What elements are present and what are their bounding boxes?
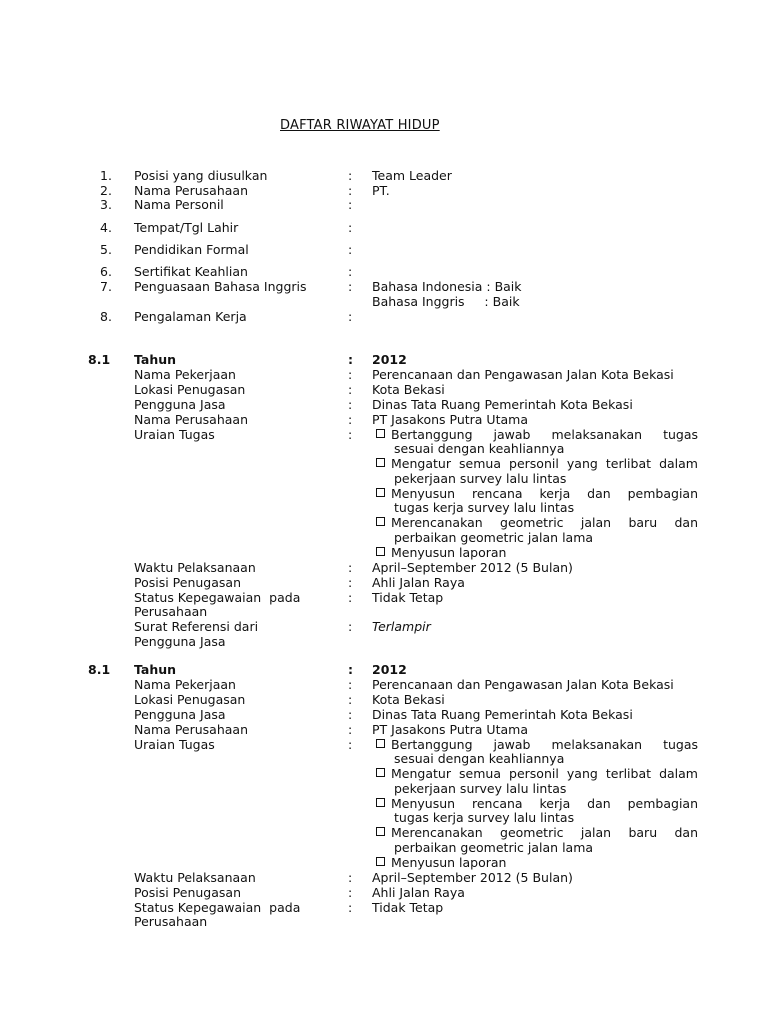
posisi-value: Ahli Jalan Raya [372,575,465,590]
colon: : [348,692,353,707]
checkbox-icon [376,827,385,836]
task-item: Merencanakan geometric jalan baru dan [376,825,698,840]
checkbox-icon [376,488,385,497]
colon: : [348,352,353,367]
task-item: Mengatur semua personil yang terlibat dalam [376,456,698,471]
status-value: Tidak Tetap [372,900,444,915]
task-item-continued: tugas kerja survey lalu lintas [394,500,575,515]
colon: : [348,885,353,900]
item-label: Nama Personil [134,197,224,212]
waktu-label: Waktu Pelaksanaan [134,870,256,885]
posisi-value: Ahli Jalan Raya [372,885,465,900]
colon: : [348,242,353,257]
pengguna-value: Dinas Tata Ruang Pemerintah Kota Bekasi [372,397,633,412]
nama-pekerjaan-value: Perencanaan dan Pengawasan Jalan Kota Bekasi [372,367,674,382]
task-item-continued: sesuai dengan keahliannya [394,441,565,456]
colon: : [348,662,353,677]
item-value-2: Bahasa Inggris : Baik [372,294,520,309]
item-number: 6. [100,264,112,279]
waktu-value: April–September 2012 (5 Bulan) [372,560,573,575]
perusahaan-value: PT Jasakons Putra Utama [372,412,528,427]
item-label: Pengalaman Kerja [134,309,247,324]
status-label-continued: Perusahaan [134,604,208,619]
task-item: Menyusun laporan [376,855,698,870]
colon: : [348,309,353,324]
checkbox-icon [376,739,385,748]
item-value: PT. [372,183,390,198]
pengguna-label: Pengguna Jasa [134,707,226,722]
perusahaan-label: Nama Perusahaan [134,722,249,737]
lokasi-value: Kota Bekasi [372,382,445,397]
perusahaan-value: PT Jasakons Putra Utama [372,722,528,737]
item-label: Pendidikan Formal [134,242,249,257]
task-item-continued: sesuai dengan keahliannya [394,751,565,766]
colon: : [348,382,353,397]
checkbox-icon [376,768,385,777]
item-label: Nama Perusahaan [134,183,249,198]
surat-label-continued: Pengguna Jasa [134,634,226,649]
uraian-label: Uraian Tugas [134,737,215,752]
colon: : [348,397,353,412]
item-number: 4. [100,220,112,235]
item-label: Tempat/Tgl Lahir [134,220,239,235]
perusahaan-label: Nama Perusahaan [134,412,249,427]
colon: : [348,575,353,590]
tahun-value: 2012 [372,662,407,677]
colon: : [348,412,353,427]
colon: : [348,707,353,722]
checkbox-icon [376,429,385,438]
item-label: Sertifikat Keahlian [134,264,248,279]
lokasi-label: Lokasi Penugasan [134,382,246,397]
tahun-value: 2012 [372,352,407,367]
item-value: Bahasa Indonesia : Baik [372,279,522,294]
nama-pekerjaan-value: Perencanaan dan Pengawasan Jalan Kota Bekasi [372,677,674,692]
task-item-continued: tugas kerja survey lalu lintas [394,810,575,825]
waktu-value: April–September 2012 (5 Bulan) [372,870,573,885]
task-item: Mengatur semua personil yang terlibat dalam [376,766,698,781]
item-number: 3. [100,197,112,212]
tahun-label: Tahun [134,352,177,367]
item-number: 2. [100,183,112,198]
colon: : [348,264,353,279]
task-item-continued: perbaikan geometric jalan lama [394,530,594,545]
item-label: Posisi yang diusulkan [134,168,268,183]
tahun-label: Tahun [134,662,177,677]
checkbox-icon [376,458,385,467]
colon: : [348,900,353,915]
item-number: 1. [100,168,112,183]
task-item-continued: pekerjaan survey lalu lintas [394,781,567,796]
colon: : [348,279,353,294]
item-number: 8. [100,309,112,324]
experience-number: 8.1 [88,662,111,677]
task-item: Menyusun rencana kerja dan pembagian [376,486,698,501]
uraian-label: Uraian Tugas [134,427,215,442]
colon: : [348,870,353,885]
pengguna-value: Dinas Tata Ruang Pemerintah Kota Bekasi [372,707,633,722]
document-title: DAFTAR RIWAYAT HIDUP [280,118,440,133]
waktu-label: Waktu Pelaksanaan [134,560,256,575]
surat-label: Surat Referensi dari [134,619,259,634]
posisi-label: Posisi Penugasan [134,885,242,900]
nama-pekerjaan-label: Nama Pekerjaan [134,677,236,692]
surat-value: Terlampir [372,619,431,634]
checkbox-icon [376,798,385,807]
lokasi-value: Kota Bekasi [372,692,445,707]
checkbox-icon [376,857,385,866]
task-item-continued: pekerjaan survey lalu lintas [394,471,567,486]
item-value: Team Leader [372,168,452,183]
pengguna-label: Pengguna Jasa [134,397,226,412]
colon: : [348,427,353,442]
colon: : [348,367,353,382]
colon: : [348,619,353,634]
item-number: 5. [100,242,112,257]
experience-number: 8.1 [88,352,111,367]
item-number: 7. [100,279,112,294]
checkbox-icon [376,517,385,526]
colon: : [348,560,353,575]
colon: : [348,197,353,212]
status-label: Status Kepegawaian pada [134,900,301,915]
colon: : [348,168,353,183]
status-label-continued: Perusahaan [134,914,208,929]
task-item: Bertanggung jawab melaksanakan tugas [376,427,698,442]
colon: : [348,183,353,198]
status-label: Status Kepegawaian pada [134,590,301,605]
task-item: Bertanggung jawab melaksanakan tugas [376,737,698,752]
lokasi-label: Lokasi Penugasan [134,692,246,707]
checkbox-icon [376,547,385,556]
posisi-label: Posisi Penugasan [134,575,242,590]
task-item-continued: perbaikan geometric jalan lama [394,840,594,855]
colon: : [348,677,353,692]
task-item: Menyusun rencana kerja dan pembagian [376,796,698,811]
colon: : [348,722,353,737]
task-item: Menyusun laporan [376,545,698,560]
colon: : [348,737,353,752]
colon: : [348,590,353,605]
colon: : [348,220,353,235]
task-item: Merencanakan geometric jalan baru dan [376,515,698,530]
item-label: Penguasaan Bahasa Inggris [134,279,307,294]
status-value: Tidak Tetap [372,590,444,605]
nama-pekerjaan-label: Nama Pekerjaan [134,367,236,382]
